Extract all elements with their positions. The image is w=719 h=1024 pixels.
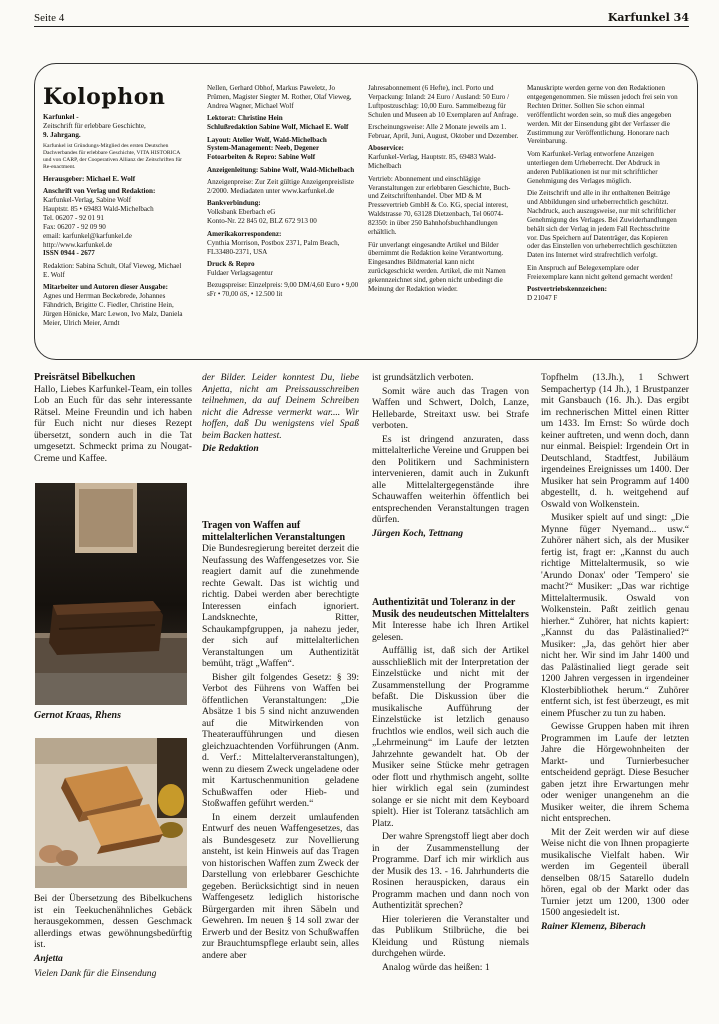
kolophon-text: Karfunkel-Verlag, Sabine Wolf: [43, 196, 132, 205]
photo-bibelkuchen-loaf: [35, 483, 187, 705]
article-paragraph: Auffällig ist, daß sich der Artikel ausschließlich mit der Interpretation der Einzelstücke und nicht mit der Zusammenstellung der Programme befaßt. Die Diskussion über die musikalische Aufführung der Einzelstücke ist letzlich genauso fruchtlos wie endlos, weil sich auch die „Lehrmeinung“ im Laufe der letzten Jahrzehnte gewandelt hat. Ob der Musiker seine Stücke mehr getragen oder flott und rhythmisch angeht, sollte hier wirklich egal sein (zumindest solange er sie nicht mit dem Keyboard spielt). Hier ist Toleranz tatsächlich am Platz.: [372, 645, 529, 829]
kolophon-column-3: [368, 84, 519, 297]
page-header: [34, 10, 689, 27]
article-paragraph: Die Bundesregierung bereitet derzeit die Neufassung des Waffengesetzes vor. Sie reagiert damit auf die zunehmende rechte Gewalt. Das ist wichtig und richtig. Dabei werden aber berechtigte Interessen einfach ignoriert. Landsknechte, Ritter, Schaukampfgruppen, ja nahezu jeder, der sich auf mittelalterlichen Veranstaltungen um Authentizität bemüht, trägt „Waffen“.: [202, 543, 359, 669]
kolophon-text: Mitarbeiter und Autoren dieser Ausgabe:: [43, 283, 168, 292]
kolophon-text: Lektorat: Christine Hein: [207, 114, 283, 123]
kolophon-text: Jahresabonnement (6 Hefte), incl. Porto und Verpackung: Inland: 24 Euro / Ausland: 50 Euro / Luftpostzuschlag: 10,00 Euro. Sammelbezug für Schulen und Museen ab 10 Exemplaren auf Anfrage.: [368, 84, 519, 119]
kolophon-text: Bezugspreise: Einzelpreis: 9,00 DM/4,60 Euro • 9,00 sFr • 70,00 öS, • 12.500 lit: [207, 281, 359, 299]
article-paragraph: Es ist dringend anzuraten, dass mittelalterliche Vereine und Gruppen bei den Politikern und Sachministern intervenieren, damit auch in Zukunft alle Mittelaltergegenstände ihre Schauwaffen weiterhin öffentlich bei entsprechenden Veranstaltungen tragen dürfen.: [372, 433, 529, 525]
kolophon-text: Fotoarbeiten & Repro: Sabine Wolf: [207, 153, 316, 162]
kolophon-text: Fuldaer Verlagsagentur: [207, 268, 273, 277]
kolophon-text: Agnes und Herrman Beckebrede, Johannes Fähndrich, Brigitte C. Fiedler, Christine Hein, Jürgen Hönicke, Marc Lewon, Ivo Malz, Daniela Meier, Ulrich Meier, Arndt: [43, 292, 183, 327]
article-paragraph: Musiker spielt auf und singt: „Die Mynne fügeт Nyemand... usw.“ Zuhörer nähert sich, als der Musiker fertig ist, fragt er: „Kannst du auch richtige Mittelaltermusik, so wie 'Arundo Donax' oder 'Tempero' sie macht?“ Musiker: „Das war richtige Mittelaltermusik. Oswald von Wolkenstein. Paßt zeitlich genau hierher.“ Zuhörer, hat nichts kapiert: „Kannst du das Palästinalied?“ Musiker: „Ja, das gehört hier aber nicht her. Wir sind im Jahr 1400 und das Palästinalied liegt gerade seit 1200 Jahren vergessen in irgendeiner Klosterbibliothek herum.“ Zuhörer entfernt sich, ist fest überzeugt, es mit einem Pfuscher zu tun zu haben.: [541, 512, 689, 719]
magazine-title: Karfunkel 34: [607, 11, 689, 24]
article-preisraetsel: [34, 372, 192, 466]
article-signature: Rainer Klemenz, Biberach: [541, 920, 646, 932]
article-paragraph: ist grundsätzlich verboten.: [372, 372, 474, 383]
article-paragraph: In einem derzeit umlaufenden Entwurf des neuen Waffengesetzes, das als Bundesgesetz zur Novellierung ansteht, ist kein Hinweis auf das Tragen von historischen Waffen zum Zweck der Darstellung von erlebbarer Geschichte gegeben. Berücksichtigt sind in neuen Waffengesetz lediglich historische Bürgergarden mit ihren Säbeln und Gewehren. Im neuen § 14 soll zwar der Erwerb und der Besitz von Schußwaffen zur Brauchtumspflege erlaubt sein, alles andere aber: [202, 811, 359, 961]
article-paragraph: Hier tolerieren die Veranstalter und das Publikum Stilbrüche, die bei Kleidung und Rüstung niemals durchgehen würde.: [372, 913, 529, 959]
kolophon-text: Amerikakorrespondenz:: [207, 229, 282, 238]
article-paragraph: Bisher gilt folgendes Gesetz: § 39: Verbot des Führens von Waffen bei öffentlichen Veranstaltungen: „Die Absätze 1 bis 5 sind nicht anzuwenden auf die Mitwirkenden von Theateraufführungen und diesen gleichzuachtenden Vorführungen (Anm. d. Verf.: Mittelalterveranstaltungen), wenn zu diesem Zweck ungeladene oder mit Kartuschenmunition geladene Schußwaffen oder Hieb- und Stoßwaffen geführt werden.“: [202, 671, 359, 809]
kolophon-text: Für unverlangt eingesandte Artikel und Bilder übernimmt die Redaktion keine Verantwortung. Eingesandtes Bildmaterial kann nicht zurückgeschickt werden. Artikel, die mit Namen gekennzeichnet sind, geben nicht unbedingt die Meinung der Redaktion wieder.: [368, 240, 506, 294]
kolophon-text: Hauptstr. 85 • 69483 Wald-Michelbach: [43, 204, 154, 213]
article-paragraph: Der wahre Sprengstoff liegt aber doch in der Zusammenstellung der Programme. Darf ich mir wirklich aus der Musik des 13. - 16. Jahrhunderts die Rosinen herauspicken, daraus ein Programm machen und dann noch von Authentizität sprechen?: [372, 831, 529, 911]
kolophon-column-4: [527, 84, 680, 306]
kolophon-title: Kolophon: [43, 84, 166, 110]
article-redaktion-reply: [202, 372, 359, 457]
kolophon-text: Manuskripte werden gerne von den Redaktionen entgegengenommen. Sie müssen jedoch frei sein von Rechten Dritter. Sollten Sie schon einmal veröffentlicht worden sein, so muß dies angegeben werden. Mit der Einsendung gibt der Verfasser die Zustimmung zur Veröffentlichung. Honorare nach Vereinbarung.: [527, 84, 678, 146]
kolophon-text: Nellen, Gerhard Obhof, Markus Paweletz, Jo Prümen, Magister Siegter M. Rother, Olaf Vieweg, Andrea Wagner, Michael Wolf: [207, 84, 352, 110]
kolophon-text: ISSN 0944 - 2677: [43, 249, 95, 258]
cake-slices-photo-icon: [35, 738, 187, 888]
kolophon-text: Tel. 06207 - 92 01 91: [43, 213, 104, 222]
article-title: Tragen von Waffen auf mittelalterlichen Veranstaltungen: [202, 520, 346, 543]
kolophon-text: Schlußredaktion Sabine Wolf, Michael E. Wolf: [207, 123, 349, 132]
reply-text: der Bilder. Leider konntest Du, liebe Anjetta, nicht am Preissausschreiben teilnehmen, da auf Deinem Schreiben nicht die Adresse vermerkt war.... Wir hoffen, daß Du wenigstens viel Spaß beim Backen hattest.: [202, 372, 359, 441]
article-body: Hallo, Liebes Karfunkel-Team, ein tolles Lob an Euch für das sehr interessante Rätsel. Meine Freundin und ich haben für Euch nicht nur dieses Rezept übersetzt, sondern auch in die Tat umgesetzt. Schmeckt prima zu Nougat-Creme und Kaffee.: [34, 383, 192, 464]
kolophon-text: Bankverbindung:: [207, 199, 261, 208]
article-title: Authentizität und Toleranz in der Musik des neudeutschen Mittelalters: [372, 597, 529, 620]
kolophon-text: Ein Anspruch auf Belegexemplare oder Freiexemplare kann nicht geltend gemacht werden!: [527, 263, 673, 281]
article-paragraph: Mit Interesse habe ich Ihren Artikel gelesen.: [372, 620, 529, 643]
kolophon-text: Vom Karfunkel-Verlag entworfene Anzeigen unterliegen dem Urheberrecht. Der Abdruck in anderen Publikationen ist nur mit schriftlicher Genehmigung des Verlages möglich.: [527, 149, 660, 185]
article-tragen-von-waffen-cont: [372, 372, 529, 541]
article-paragraph: Mit der Zeit werden wir auf diese Weise nicht die von Ihnen propagierte musikalische Vielfalt haben. Wir werden im Gegenteil überall denselben 08/15 Satarello dudeln hören, egal ob der Markt oder das Turnier jetzt um 1200, 1300 oder 1500 angesiedelt ist.: [541, 826, 689, 918]
kolophon-text: Volksbank Eberbach eG: [207, 208, 276, 217]
kolophon-text: Konto-Nr. 22 845 02, BLZ 672 913 00: [207, 217, 317, 226]
kolophon-text: Aboservice:: [368, 144, 404, 153]
kolophon-text: D 21047 F: [527, 293, 558, 302]
reply-text: Vielen Dank für die Einsendung: [34, 968, 157, 979]
kolophon-email[interactable]: email: karfunkel@karfunkel.de: [43, 231, 132, 240]
article-paragraph: Gewisse Gruppen haben mit ihren Programmen im Laufe der letzten Jahre die Hörgewohnheiten der Markt- und Turnierbesucher entscheidend geprägt. Diese Besucher gaben jetzt ihre Erwartungen mehr oder weniger unangenehm an die Musiker weiter, die ihrem Schema nicht entsprechen.: [541, 721, 689, 824]
article-signature: Jürgen Koch, Tettnang: [372, 527, 464, 539]
photo-caption: Gernot Kraas, Rhens: [34, 710, 121, 721]
article-authentizitaet-cont: [541, 372, 689, 934]
article-paragraph: Analog würde das heißen: 1: [382, 961, 490, 973]
kolophon-text: Anzeigenleitung: Sabine Wolf, Wald-Michelbach: [207, 165, 355, 174]
kolophon-text: Redaktion: Sabina Schult, Olaf Vieweg, Michael E. Wolf: [43, 261, 182, 279]
photo-bibelkuchen-slices: [35, 738, 187, 888]
kolophon-column-1: [43, 113, 189, 331]
kolophon-text: System-Management: Neeb, Degener: [207, 144, 320, 153]
article-paragraph: Somit wäre auch das Tragen von Waffen und Schwert, Dolch, Lanze, Hellebarde, Streitaxt usw. bei Strafe verboten.: [372, 385, 529, 431]
kolophon-text: Die Zeitschrift und alle in ihr enthaltenen Beiträge und Abbildungen sind urheberrechtlich geschützt. Nachdruck, auch auszugsweise, nur mit schriftlicher Genehmigung des Verlages. Bei Zuwiderhandlungen behält sich der Verlag in jedem Fall Rechtsschritte vor. Das Speichern auf Datenträger, das Kopieren oder das Einstellen von urheberrechtlich geschützten Daten ins Internet wird strafrechtlich verfolgt.: [527, 188, 677, 260]
kolophon-text: Vertrieb: Abonnement und einschlägige Veranstaltungen zur erlebbaren Geschichte, Buch- und Zeitschriftenhandel. Über MD & M Pressevertrieb GmbH & Co. KG, special interest, Waldstrasse 70, 63128 Dietzenbach, Tel 06074-82350: in über 250 Bahnhofsbuchhandlungen erhältlich.: [368, 174, 511, 237]
article-authentizitaet: [372, 597, 529, 975]
kolophon-text: 9. Jahrgang.: [43, 130, 81, 139]
kolophon-text: Layout: Atelier Wolf, Wald-Michelbach: [207, 135, 327, 144]
kolophon-text: Cynthia Morrison, Postbox 2371, Palm Beach, FL33480-2371, USA: [207, 238, 340, 256]
kolophon-text: Anschrift von Verlag und Redaktion:: [43, 187, 156, 196]
kolophon-text: Erscheinungsweise: Alle 2 Monate jeweils am 1. Februar, April, Juni, August, Oktober und Dezember.: [368, 123, 519, 141]
kolophon-text: Druck & Repro: [207, 259, 255, 268]
photo-caption-2: [34, 893, 192, 982]
kolophon-text: Anzeigenpreise: Zur Zeit gültige Anzeigenpreisliste 2/2000. Mediadaten unter www.karfunkel.de: [207, 178, 354, 196]
kolophon-text: Karfunkel ist Gründungs-Mitglied des ersten Deutschen Dachverbandes für erlebbare Geschichte, VITA HISTORICA und von CARP, der Cooperativen Allianz der Zeitschriften für Re-enactment.: [43, 143, 183, 171]
kolophon-text: Karfunkel -: [43, 113, 79, 121]
kolophon-text: Karfunkel-Verlag, Hauptstr. 85, 69483 Wald-Michelbach: [368, 153, 496, 171]
caption-text: Bei der Übersetzung des Bibelkuchens ist ein Teekuchenähnliches Gebäck herausgekommen, dessen Geschmack allerdings etwas gewöhnungsbedürftig ist.: [34, 893, 192, 950]
kolophon-text: Postvertriebskennzeichen:: [527, 285, 607, 294]
page-number: Seite 4: [34, 12, 65, 24]
kolophon-text: Fax: 06207 - 92 09 90: [43, 222, 106, 231]
loaf-photo-icon: [35, 483, 187, 705]
reply-signature: Die Redaktion: [202, 443, 259, 454]
kolophon-column-2: [207, 84, 360, 303]
kolophon-text: Herausgeber: Michael E. Wolf: [43, 174, 136, 183]
article-paragraph: Topfhelm (13.Jh.), 1 Schwert Sempachertyp (14 Jh.), 1 Brustpanzer mit Gansbauch (16. Jh.). Das ergibt im rechnerischen Mittel einen Ritter um 1433. Im Ernst: So würde doch keiner auftreten, und wenn doch, dann nur einmal. Beispiel: Irgendein Ort in Deutschland, Stadtfest, Jubiläum irgendeines Ereignisses um 1400. Der Musiker hat sein Programm auf 1400 abgestellt, d. h. weitgehend auf Oswald von Wolkenstein.: [541, 372, 689, 510]
kolophon-url[interactable]: http://www.karfunkel.de: [43, 240, 113, 249]
caption-signature: Anjetta: [34, 952, 63, 964]
article-tragen-von-waffen: [202, 520, 359, 963]
article-title: Preisrätsel Bibelkuchen: [34, 372, 136, 383]
kolophon-text: Zeitschrift für erlebbare Geschichte,: [43, 121, 146, 130]
